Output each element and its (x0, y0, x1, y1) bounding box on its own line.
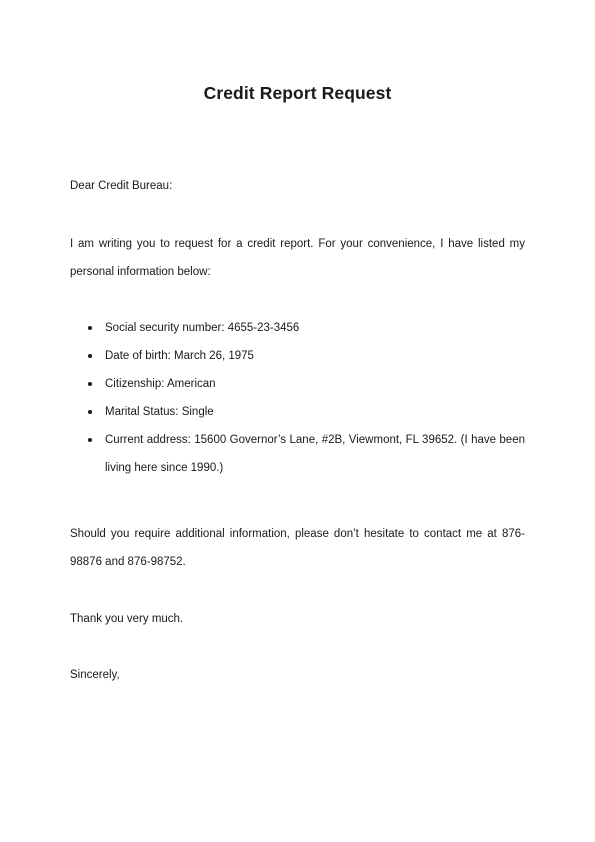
list-item-text: Citizenship: American (105, 378, 216, 390)
list-item (70, 314, 525, 342)
list-item (70, 342, 525, 370)
list-item (70, 398, 525, 426)
bullet-icon (88, 354, 92, 358)
thanks-line: Thank you very much. (70, 613, 184, 625)
salutation: Dear Credit Bureau: (70, 180, 173, 192)
bullet-icon (88, 382, 92, 386)
bullet-icon (88, 326, 92, 330)
bullet-icon (88, 438, 92, 442)
bullet-icon (88, 410, 92, 414)
page-title: Credit Report Request (203, 83, 392, 103)
list-item-text: Date of birth: March 26, 1975 (105, 350, 254, 362)
list-item-text: Current address: 15600 Governor’s Lane, #2B, Viewmont, FL 39652. (I have been living here since 1990.) (105, 434, 525, 474)
personal-info-list (70, 314, 525, 482)
sign-off: Sincerely, (70, 669, 120, 681)
intro-paragraph: I am writing you to request for a credit report. For your convenience, I have listed my personal information below: (70, 238, 525, 278)
list-item (70, 426, 525, 482)
list-item-text: Social security number: 4655-23-3456 (105, 322, 300, 334)
closing-paragraph: Should you require additional information, please don’t hesitate to contact me at 876-98876 and 876-98752. (70, 528, 525, 568)
list-item-text: Marital Status: Single (105, 406, 214, 418)
list-item (70, 370, 525, 398)
